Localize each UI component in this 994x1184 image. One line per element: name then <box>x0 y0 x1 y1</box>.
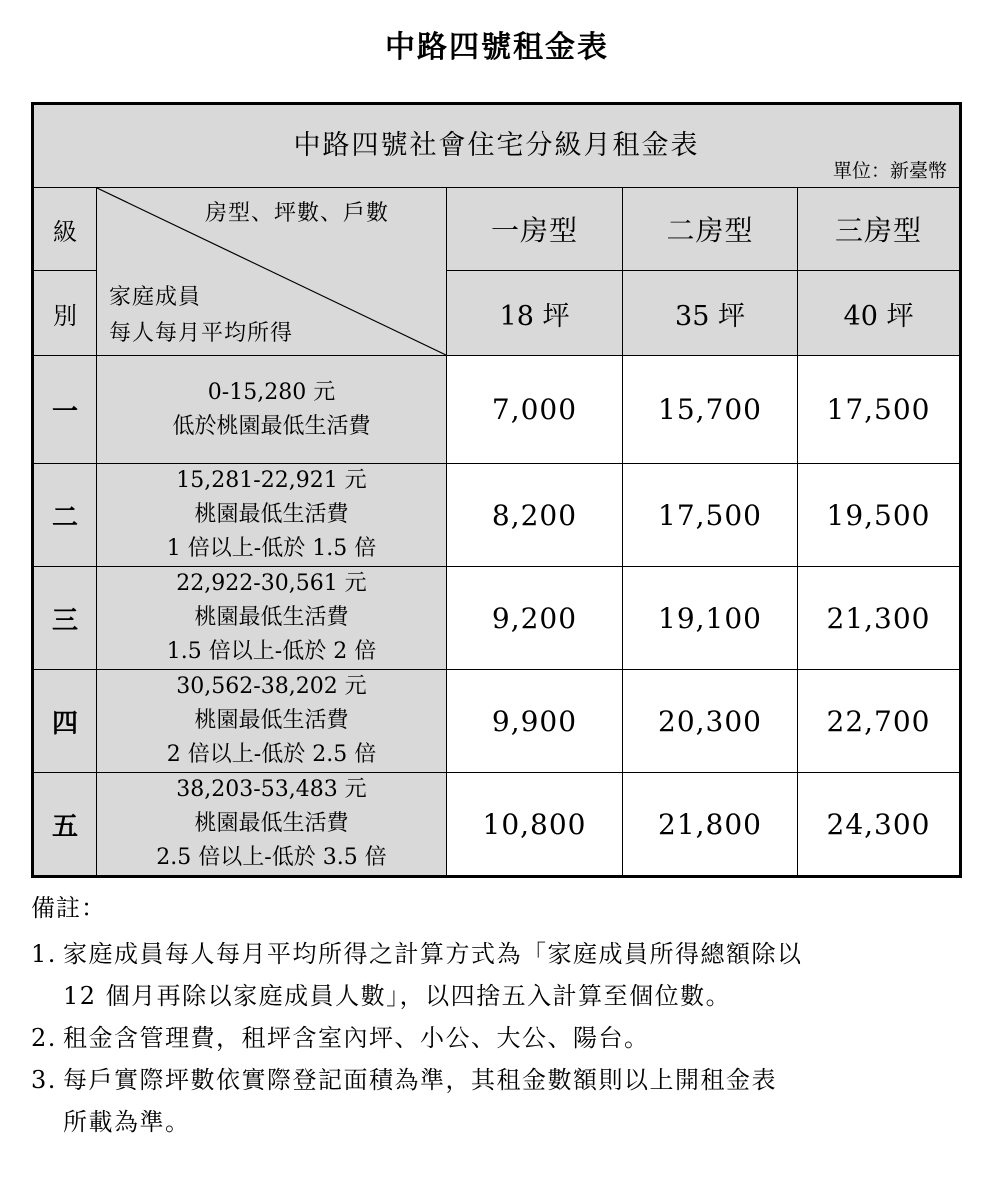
income-multiplier: 1.5 倍以上-低於 2 倍 <box>166 639 377 664</box>
income-note: 桃園最低生活費 <box>194 605 349 630</box>
price-cell: 9,900 <box>447 670 623 773</box>
price-cell: 21,300 <box>798 567 961 670</box>
income-range: 30,562-38,202 元 <box>176 674 367 699</box>
income-range: 38,203-53,483 元 <box>176 777 367 802</box>
price-cell: 15,700 <box>623 356 798 464</box>
note-number: 3. <box>31 1066 57 1094</box>
income-note: 低於桃園最低生活費 <box>172 413 371 439</box>
income-multiplier: 2.5 倍以上-低於 3.5 倍 <box>156 845 387 870</box>
level-cell: 三 <box>33 567 97 670</box>
note-item <box>31 1017 981 1059</box>
rent-table <box>31 102 962 878</box>
price-cell: 21,800 <box>623 773 798 877</box>
price-cell: 17,500 <box>623 464 798 567</box>
note-number: 2. <box>31 1024 57 1052</box>
price-cell: 20,300 <box>623 670 798 773</box>
diagonal-header-bottom-1: 家庭成員 <box>109 285 202 310</box>
level-cell: 一 <box>33 356 97 464</box>
size-header: 35 坪 <box>623 271 798 356</box>
price-cell: 9,200 <box>447 567 623 670</box>
table-row <box>33 773 961 877</box>
size-header: 40 坪 <box>798 271 961 356</box>
room-type-header: 一房型 <box>447 188 623 271</box>
size-header: 18 坪 <box>447 271 623 356</box>
level-header-top: 級 <box>33 188 97 271</box>
note-item <box>31 933 981 1017</box>
unit-label: 單位：新臺幣 <box>833 160 948 182</box>
income-note: 桃園最低生活費 <box>194 811 349 836</box>
income-cell <box>97 773 447 877</box>
table-row <box>33 567 961 670</box>
notes-section <box>31 888 981 1143</box>
note-line: 家庭成員每人每月平均所得之計算方式為「家庭成員所得總額除以 <box>63 940 803 968</box>
income-note: 桃園最低生活費 <box>194 502 349 527</box>
table-row <box>33 356 961 464</box>
note-item <box>31 1059 981 1143</box>
note-line: 所載為準。 <box>63 1108 191 1136</box>
table-row <box>33 670 961 773</box>
income-multiplier: 1 倍以上-低於 1.5 倍 <box>166 536 377 561</box>
note-text <box>63 933 981 1017</box>
room-type-header: 二房型 <box>623 188 798 271</box>
level-header-bottom: 別 <box>33 271 97 356</box>
note-text <box>63 1059 981 1143</box>
income-range: 15,281-22,921 元 <box>176 468 367 493</box>
income-cell <box>97 464 447 567</box>
income-note: 桃園最低生活費 <box>194 708 349 733</box>
price-cell: 7,000 <box>447 356 623 464</box>
level-cell: 四 <box>33 670 97 773</box>
table-row <box>33 464 961 567</box>
income-range: 22,922-30,561 元 <box>176 571 367 596</box>
note-line: 每戶實際坪數依實際登記面積為準，其租金數額則以上開租金表 <box>63 1066 777 1094</box>
price-cell: 22,700 <box>798 670 961 773</box>
note-line: 12 個月再除以家庭成員人數」，以四捨五入計算至個位數。 <box>63 982 732 1010</box>
income-cell <box>97 567 447 670</box>
level-cell: 五 <box>33 773 97 877</box>
level-cell: 二 <box>33 464 97 567</box>
price-cell: 8,200 <box>447 464 623 567</box>
price-cell: 19,500 <box>798 464 961 567</box>
note-number: 1. <box>31 940 57 968</box>
price-cell: 24,300 <box>798 773 961 877</box>
income-range: 0-15,280 元 <box>207 379 336 405</box>
note-line: 租金含管理費，租坪含室內坪、小公、大公、陽台。 <box>63 1024 650 1052</box>
document-title: 中路四號租金表 <box>385 30 609 65</box>
table-caption: 中路四號社會住宅分級月租金表 <box>293 129 700 161</box>
price-cell: 17,500 <box>798 356 961 464</box>
price-cell: 19,100 <box>623 567 798 670</box>
table-caption-cell <box>33 104 961 188</box>
diagonal-header-cell <box>97 188 447 356</box>
income-cell <box>97 670 447 773</box>
income-multiplier: 2 倍以上-低於 2.5 倍 <box>166 742 377 767</box>
income-cell <box>97 356 447 464</box>
price-cell: 10,800 <box>447 773 623 877</box>
notes-title: 備註： <box>31 894 106 922</box>
note-text <box>63 1017 981 1059</box>
room-type-header: 三房型 <box>798 188 961 271</box>
diagonal-header-bottom-2: 每人每月平均所得 <box>109 321 294 346</box>
diagonal-header-top: 房型、坪數、戶數 <box>205 201 390 226</box>
